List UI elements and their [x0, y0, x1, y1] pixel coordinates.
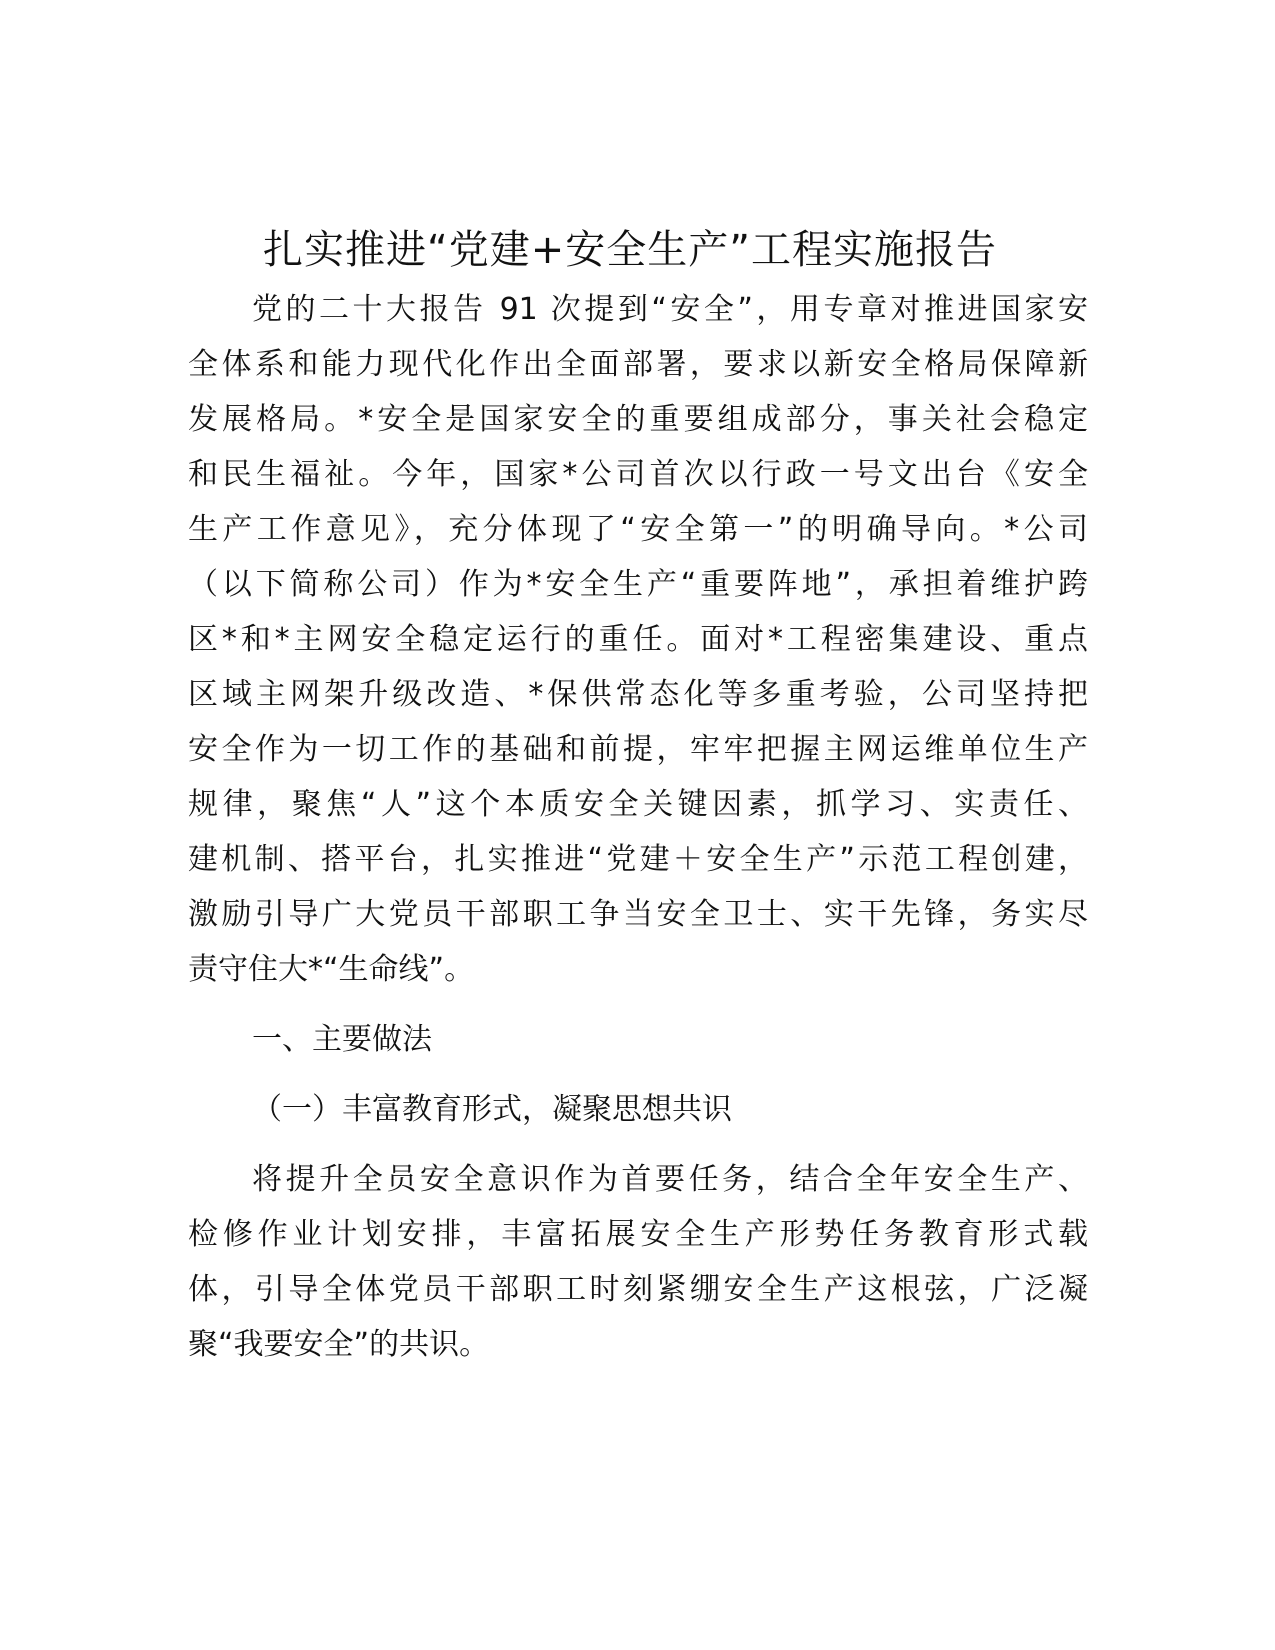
subsection-line-1: 将提升全员安全意识作为首要任务，结合全年安全生产、 [252, 1162, 1088, 1197]
intro-line-9: 安全作为一切工作的基础和前提，牢牢把握主网运维单位生产 [188, 732, 1088, 767]
subsection-line-3: 体，引导全体党员干部职工时刻紧绷安全生产这根弦，广泛凝 [188, 1272, 1088, 1307]
intro-line-6: （以下简称公司）作为*安全生产“重要阵地”，承担着维护跨 [188, 567, 1088, 602]
intro-line-1: 党的二十大报告 91 次提到“安全”，用专章对推进国家安 [252, 292, 1088, 327]
intro-line-12: 激励引导广大党员干部职工争当安全卫士、实干先锋，务实尽 [188, 897, 1088, 932]
document-title: 扎实推进“党建+安全生产”工程实施报告 [263, 227, 997, 273]
intro-line-11: 建机制、搭平台，扎实推进“党建＋安全生产”示范工程创建， [188, 842, 1088, 877]
section-heading: 一、主要做法 [252, 1022, 432, 1057]
intro-line-5: 生产工作意见》，充分体现了“安全第一”的明确导向。*公司 [188, 512, 1088, 547]
intro-line-8: 区域主网架升级改造、*保供常态化等多重考验，公司坚持把 [188, 677, 1088, 712]
intro-line-13: 责守住大*“生命线”。 [188, 952, 475, 987]
intro-line-4: 和民生福祉。今年，国家*公司首次以行政一号文出台《安全 [188, 457, 1088, 492]
intro-line-10: 规律，聚焦“人”这个本质安全关键因素，抓学习、实责任、 [188, 787, 1088, 822]
intro-line-2: 全体系和能力现代化作出全面部署，要求以新安全格局保障新 [188, 347, 1088, 382]
subsection-line-2: 检修作业计划安排，丰富拓展安全生产形势任务教育形式载 [188, 1217, 1088, 1252]
intro-line-3: 发展格局。*安全是国家安全的重要组成部分，事关社会稳定 [188, 402, 1088, 437]
intro-line-7: 区*和*主网安全稳定运行的重任。面对*工程密集建设、重点 [188, 622, 1088, 657]
subsection-line-4: 聚“我要安全”的共识。 [188, 1327, 490, 1362]
subsection-heading: （一）丰富教育形式，凝聚思想共识 [252, 1092, 732, 1127]
